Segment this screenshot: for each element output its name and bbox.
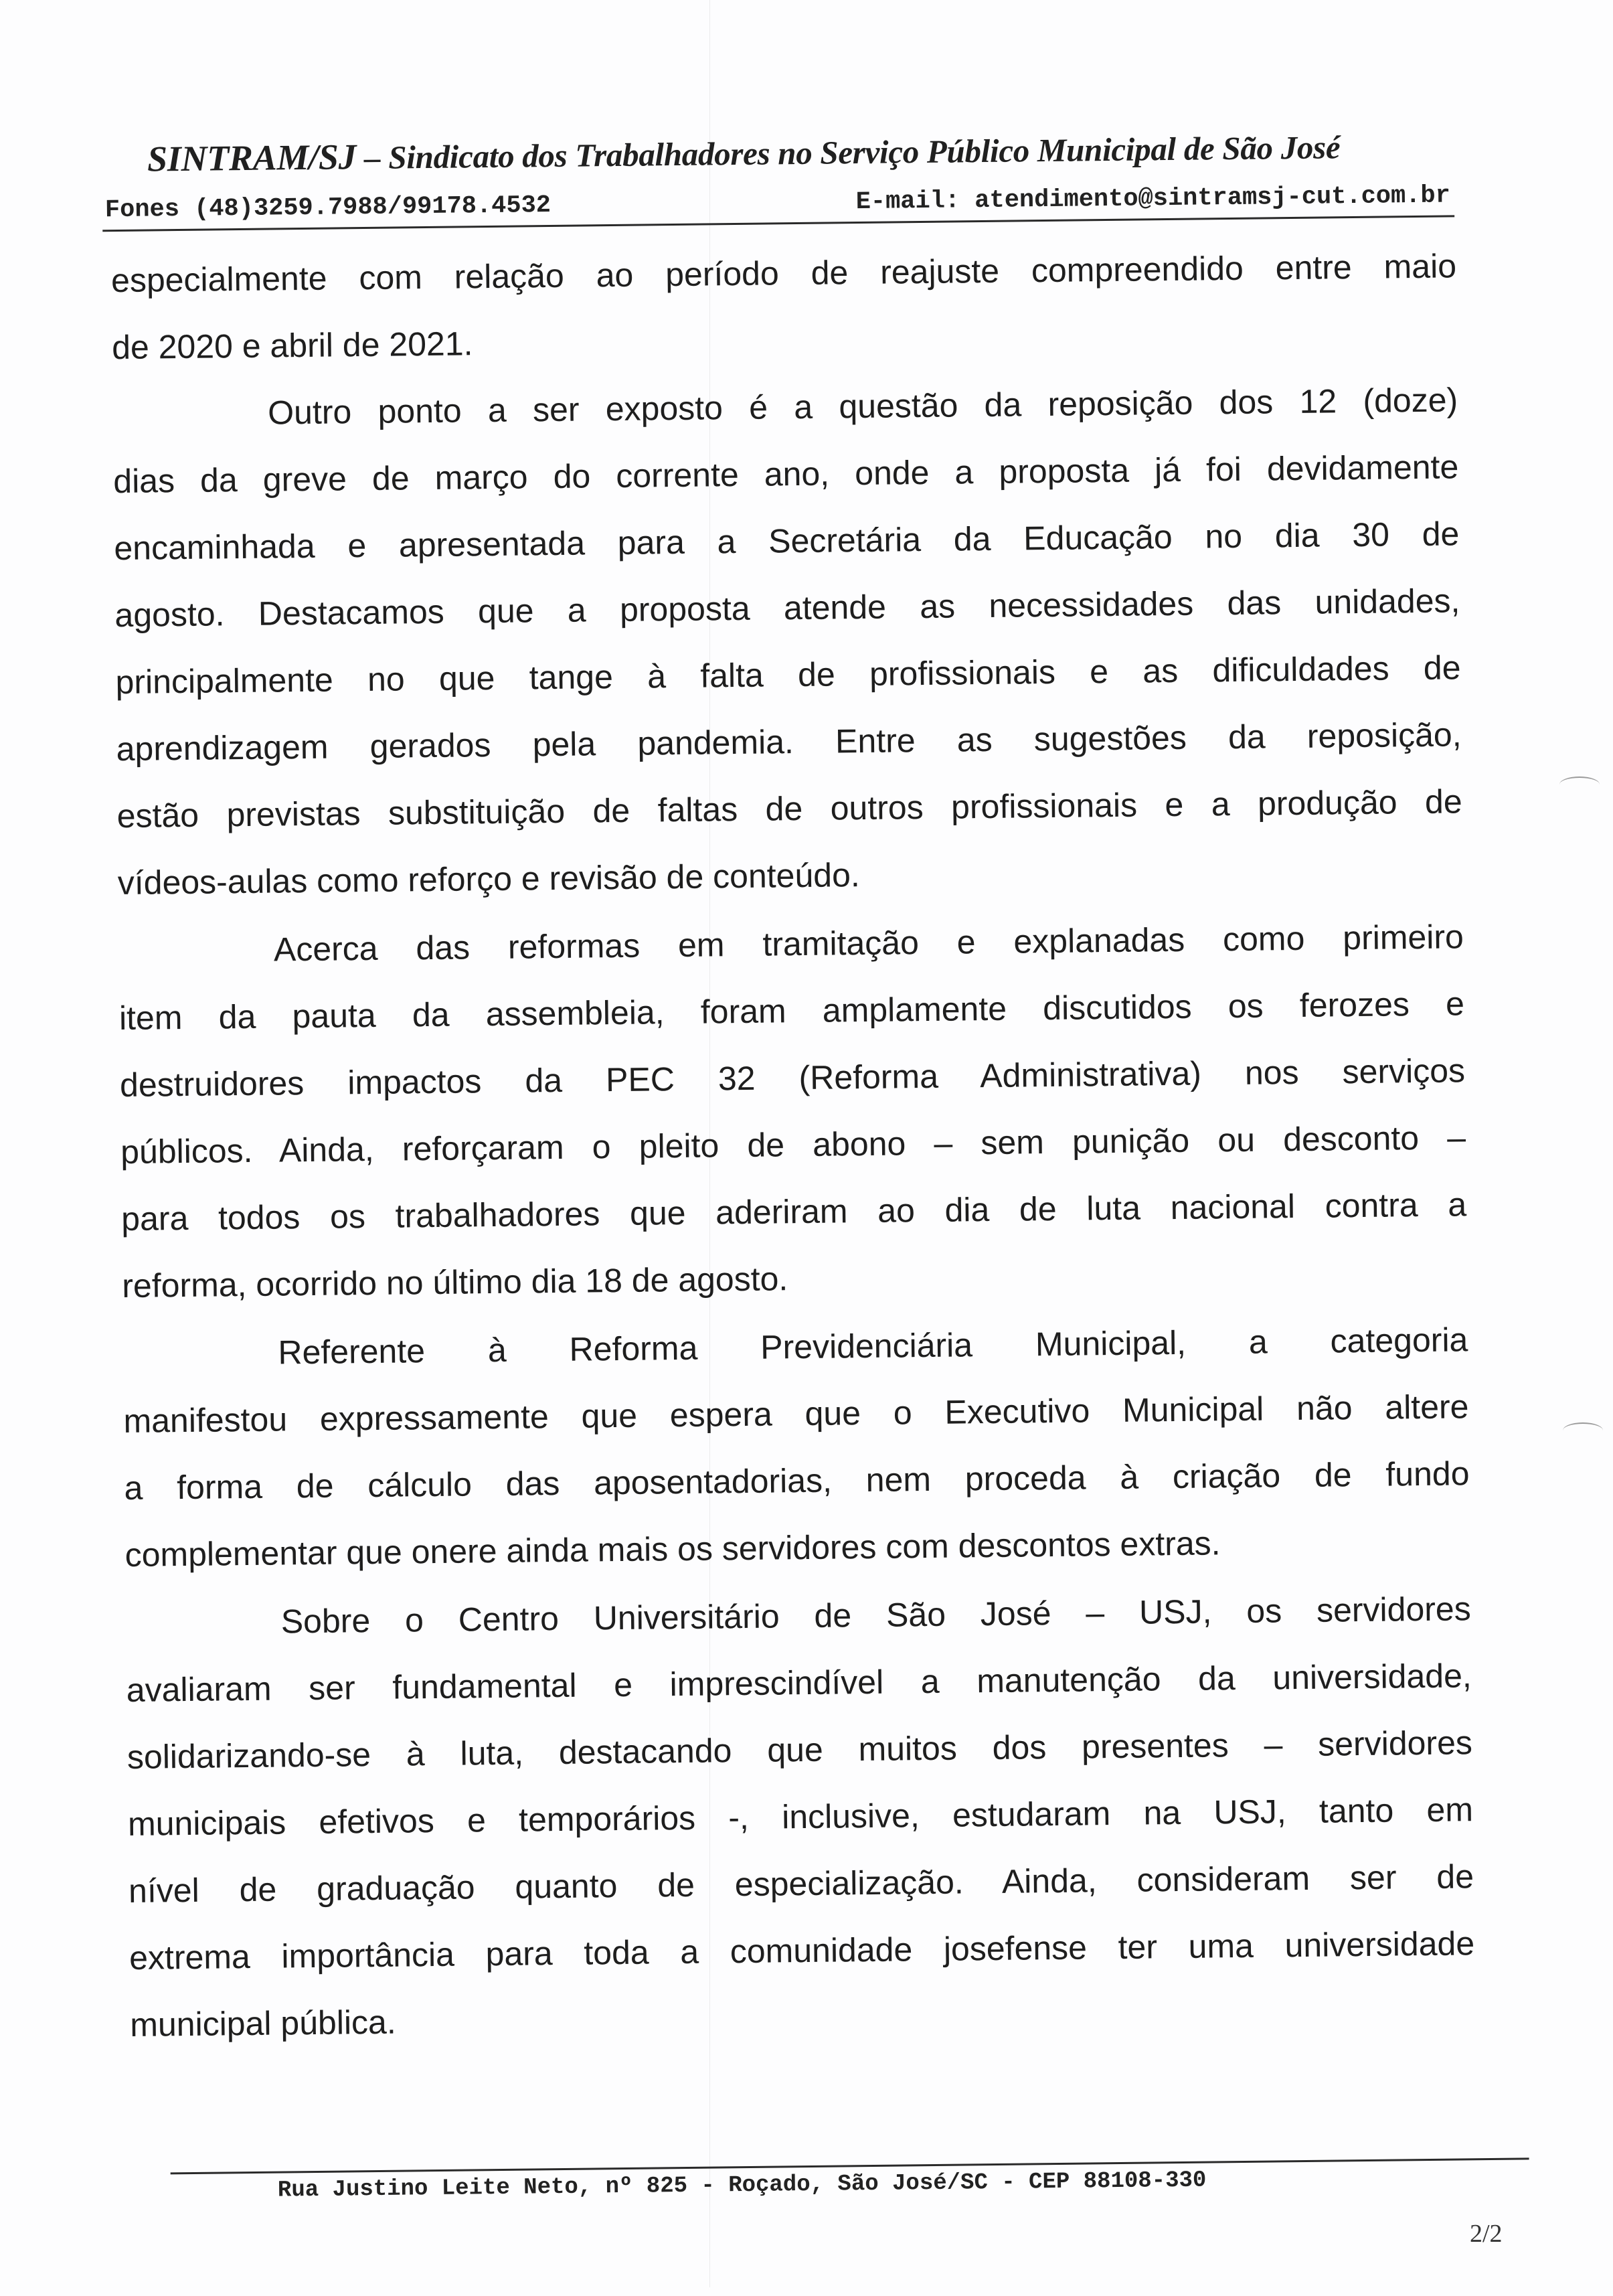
body-line: municipais efetivos e temporários -, inclusive, estudaram na USJ, tanto em <box>127 1791 1474 1843</box>
body-line: avaliaram ser fundamental e imprescindível a manutenção da universidade, <box>126 1657 1472 1709</box>
letterhead-phones: Fones (48)3259.7988/99178.4532 <box>104 191 551 225</box>
body-line: públicos. Ainda, reforçaram o pleito de abono – sem punição ou desconto – <box>120 1119 1466 1171</box>
letterhead-org-short: SINTRAM/SJ <box>147 137 357 179</box>
body-line: dias da greve de março do corrente ano, onde a proposta já foi devidamente <box>113 448 1459 501</box>
body-line: destruidores impactos da PEC 32 (Reforma Administrativa) nos serviços <box>119 1052 1466 1104</box>
letterhead-email: E-mail: atendimento@sintramsj-cut.com.br <box>855 181 1451 217</box>
body-line: a forma de cálculo das aposentadorias, nem proceda à criação de fundo <box>124 1455 1470 1507</box>
body-line: reforma, ocorrido no último dia 18 de agosto. <box>122 1260 788 1305</box>
body-line: nível de graduação quanto de especialização. Ainda, consideram ser de <box>128 1858 1474 1910</box>
body-line: municipal pública. <box>129 2003 396 2044</box>
body-line: encaminhada e apresentada para a Secretária da Educação no dia 30 de <box>114 515 1460 568</box>
body-line: agosto. Destacamos que a proposta atende as necessidades das unidades, <box>114 582 1460 635</box>
body-line: para todos os trabalhadores que aderiram ao dia de luta nacional contra a <box>120 1185 1467 1238</box>
footer-address: Rua Justino Leite Neto, nº 825 - Roçado, São José/SC - CEP 88108-330 <box>277 2167 1207 2204</box>
paragraph-first-line: Acerca das reformas em tramitação e explanadas como primeiro <box>273 918 1464 969</box>
body-line: extrema importância para toda a comunidade josefense ter uma universidade <box>129 1924 1475 1977</box>
body-line: de 2020 e abril de 2021. <box>111 325 473 367</box>
letterhead-org-full: – Sindicato dos Trabalhadores no Serviço Público Municipal de São José <box>355 129 1341 177</box>
body-line: complementar que onere ainda mais os servidores com descontos extras. <box>124 1524 1221 1574</box>
body-line: vídeos-aulas como reforço e revisão de conteúdo. <box>117 856 861 902</box>
body-line: aprendizagem gerados pela pandemia. Entre as sugestões da reposição, <box>116 716 1462 768</box>
paragraph-first-line: Outro ponto a ser exposto é a questão da reposição dos 12 (doze) <box>267 381 1458 432</box>
body-line: solidarizando-se à luta, destacando que muitos dos presentes – servidores <box>126 1724 1473 1776</box>
paragraph-first-line: Referente à Reforma Previdenciária Municipal, a categoria <box>278 1321 1468 1372</box>
body-line: manifestou expressamente que espera que o Executivo Municipal não altere <box>123 1388 1469 1441</box>
body-line: estão previstas substituição de faltas de outros profissionais e a produção de <box>116 783 1462 835</box>
page-number: 2/2 <box>1470 2220 1503 2248</box>
body-line: especialmente com relação ao período de reajuste compreendido entre maio <box>110 247 1457 300</box>
paragraph-first-line: Sobre o Centro Universitário de São José – USJ, os servidores <box>280 1590 1471 1641</box>
letterhead-title <box>147 125 1406 179</box>
body-line: principalmente no que tange à falta de profissionais e as dificuldades de <box>115 649 1461 702</box>
body-line: item da pauta da assembleia, foram amplamente discutidos os ferozes e <box>118 985 1465 1038</box>
